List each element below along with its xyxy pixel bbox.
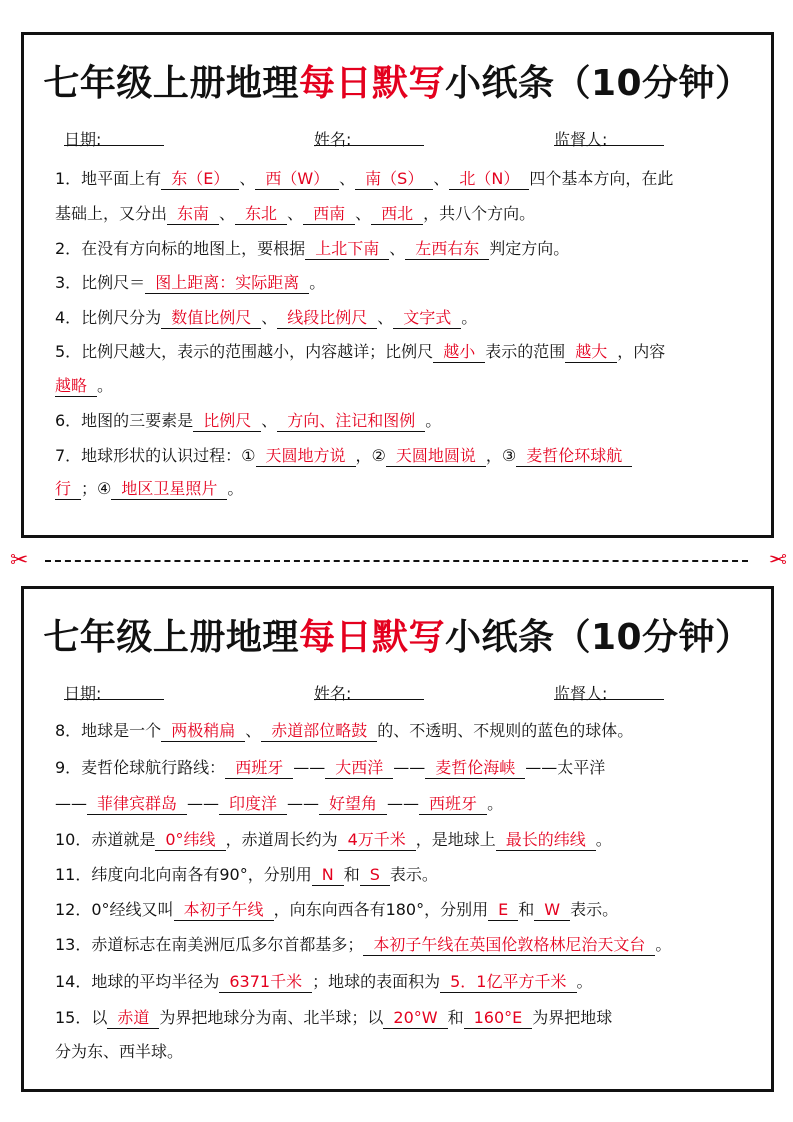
answer-blank: 印度洋	[219, 794, 287, 815]
question-line	[55, 478, 751, 500]
question-text: 和	[343, 865, 360, 884]
answer-blank: 160°E	[464, 1008, 533, 1029]
question-text: 9．麦哲伦球航行路线：	[55, 758, 226, 777]
separator: ——	[293, 758, 326, 777]
question-line	[55, 168, 751, 190]
answer-blank: S	[360, 865, 390, 886]
separator: ——	[393, 758, 426, 777]
question-text: 8．地球是一个	[55, 721, 162, 740]
answer-blank: 越大	[565, 342, 617, 363]
answer-blank: 西班牙	[225, 758, 293, 779]
question-text: 5．比例尺越大，表示的范围越小，内容越详；比例尺	[55, 342, 434, 361]
answer-blank: 天圆地圆说	[386, 446, 486, 467]
question-text: 6．地图的三要素是	[55, 411, 194, 430]
answer-blank: 5．1亿平方千米	[440, 972, 576, 993]
question-text: 11．纬度向北向南各有90°，分别用	[55, 865, 312, 884]
question-text: 10．赤道就是	[55, 830, 156, 849]
worksheet-card-2	[21, 586, 774, 1092]
question-line	[55, 829, 751, 851]
answer-blank: W	[534, 900, 570, 921]
answer-blank: 西班牙	[419, 794, 487, 815]
question-text: ，内容	[617, 342, 666, 361]
title-part: 七年级上册地理	[43, 63, 299, 104]
scissors-icon: ✂	[10, 548, 29, 573]
question-line	[55, 1041, 751, 1063]
separator: 、	[219, 204, 236, 223]
question-text: 。	[576, 972, 593, 991]
worksheet-title	[24, 609, 771, 660]
separator: ，②	[355, 446, 386, 465]
answer-blank: 图上距离：实际距离	[145, 273, 309, 294]
answer-blank: 方向、注记和图例	[277, 411, 425, 432]
answer-blank: 20°W	[383, 1008, 447, 1029]
question-line	[55, 1007, 751, 1029]
question-line	[55, 864, 751, 886]
title-highlight: 每日默写	[298, 617, 445, 658]
question-line	[55, 238, 751, 260]
separator: 、	[377, 308, 394, 327]
separator: ——	[187, 794, 220, 813]
title-highlight: 每日默写	[298, 63, 445, 104]
question-line	[55, 375, 751, 397]
answer-blank: 西南	[303, 204, 355, 225]
question-line	[55, 720, 751, 742]
question-text: ，赤道周长约为	[225, 830, 338, 849]
answer-blank: 行	[55, 479, 81, 500]
separator: 、	[245, 721, 262, 740]
question-text: 。	[487, 794, 504, 813]
question-text: 表示。	[570, 900, 619, 919]
question-text: 7．地球形状的认识过程：①	[55, 446, 256, 465]
question-text: 为界把地球分为南、北半球；以	[159, 1008, 384, 1027]
answer-blank: 好望角	[319, 794, 387, 815]
question-text: 1．地平面上有	[55, 169, 162, 188]
question-text: 3．比例尺＝	[55, 273, 146, 292]
question-text: 四个基本方向，在此	[529, 169, 674, 188]
question-text: 。	[425, 411, 442, 430]
supervisor-label: 监督人:	[554, 130, 608, 149]
question-text: 表示的范围	[485, 342, 566, 361]
question-text: 2．在没有方向标的地图上，要根据	[55, 239, 306, 258]
separator: 、	[261, 411, 278, 430]
question-text: 。	[227, 479, 244, 498]
answer-blank: 4万千米	[338, 830, 416, 851]
answer-blank: 线段比例尺	[277, 308, 377, 329]
separator: 、	[239, 169, 256, 188]
question-text: ——太平洋	[525, 758, 606, 777]
question-text: 的、不透明、不规则的蓝色的球体。	[377, 721, 634, 740]
date-label: 日期:	[64, 684, 102, 703]
supervisor-blank[interactable]	[554, 681, 664, 700]
question-text: 基础上，又分出	[55, 204, 168, 223]
question-text: ；地球的表面积为	[312, 972, 441, 991]
question-text: 13．赤道标志在南美洲厄瓜多尔首都基多；	[55, 935, 364, 954]
answer-blank: 东（E）	[161, 169, 239, 190]
question-text: 。	[655, 935, 672, 954]
worksheet-card-1	[21, 32, 774, 538]
answer-blank: 左西右东	[405, 239, 489, 260]
date-blank[interactable]	[64, 127, 164, 146]
question-line	[55, 934, 751, 956]
question-line	[55, 272, 751, 294]
question-line	[55, 307, 751, 329]
answer-blank: 两极稍扁	[161, 721, 245, 742]
question-text: ，是地球上	[415, 830, 496, 849]
answer-blank: E	[488, 900, 518, 921]
question-line	[55, 341, 751, 363]
name-label: 姓名:	[314, 684, 352, 703]
name-label: 姓名:	[314, 130, 352, 149]
question-line	[55, 899, 751, 921]
separator: ——	[287, 794, 320, 813]
answer-blank: 最长的纬线	[496, 830, 596, 851]
answer-blank: 赤道	[107, 1008, 159, 1029]
separator: 、	[433, 169, 450, 188]
question-text: ，向东向西各有180°，分别用	[273, 900, 489, 919]
question-line	[55, 445, 751, 467]
question-text: 。	[309, 273, 326, 292]
answer-blank: 麦哲伦环球航	[516, 446, 632, 467]
question-text: 。	[595, 830, 612, 849]
separator: ；④	[81, 479, 112, 498]
question-text: 为界把地球	[532, 1008, 613, 1027]
separator: 、	[389, 239, 406, 258]
separator: 、	[355, 204, 372, 223]
title-part: 小纸条（10分钟）	[444, 63, 752, 104]
answer-blank: N	[312, 865, 344, 886]
name-blank[interactable]	[314, 127, 424, 146]
answer-blank: 上北下南	[305, 239, 389, 260]
answer-blank: 北（N）	[449, 169, 529, 190]
answer-blank: 0°纬线	[155, 830, 225, 851]
question-text: 。	[97, 376, 114, 395]
question-text: ，共八个方向。	[423, 204, 536, 223]
answer-blank: 数值比例尺	[161, 308, 261, 329]
name-blank[interactable]	[314, 681, 424, 700]
question-text: 14．地球的平均半径为	[55, 972, 220, 991]
answer-blank: 地区卫星照片	[111, 479, 227, 500]
answer-blank: 本初子午线	[174, 900, 274, 921]
question-line	[55, 793, 751, 815]
separator: ，③	[485, 446, 517, 465]
worksheet-title	[24, 55, 771, 106]
question-line	[55, 757, 751, 779]
answer-blank: 文字式	[393, 308, 461, 329]
answer-blank: 天圆地方说	[256, 446, 356, 467]
scissors-icon: ✂	[768, 548, 787, 573]
title-part: 小纸条（10分钟）	[444, 617, 752, 658]
answer-blank: 麦哲伦海峡	[425, 758, 525, 779]
answer-blank: 比例尺	[193, 411, 261, 432]
question-text: 15．以	[55, 1008, 108, 1027]
separator: 、	[287, 204, 304, 223]
question-text: 表示。	[389, 865, 438, 884]
cut-line	[0, 549, 793, 573]
answer-blank: 6371千米	[219, 972, 312, 993]
answer-blank: 越略	[55, 376, 97, 397]
answer-blank: 南（S）	[355, 169, 433, 190]
date-blank[interactable]	[64, 681, 164, 700]
answer-blank: 东南	[167, 204, 219, 225]
answer-blank: 赤道部位略鼓	[261, 721, 377, 742]
question-text: 和	[518, 900, 535, 919]
dashed-divider	[45, 560, 748, 562]
answer-blank: 本初子午线在英国伦敦格林尼治天文台	[363, 935, 655, 956]
title-part: 七年级上册地理	[43, 617, 299, 658]
separator: ——	[55, 794, 87, 813]
separator: 、	[339, 169, 356, 188]
answer-blank: 东北	[235, 204, 287, 225]
question-text: 。	[461, 308, 478, 327]
question-text: 判定方向。	[489, 239, 570, 258]
question-line	[55, 410, 751, 432]
question-line	[55, 203, 751, 225]
separator: 、	[261, 308, 278, 327]
supervisor-label: 监督人:	[554, 684, 608, 703]
question-text: 和	[447, 1008, 464, 1027]
question-text: 分为东、西半球。	[55, 1042, 184, 1061]
answer-blank: 越小	[433, 342, 485, 363]
answer-blank: 西北	[371, 204, 423, 225]
question-text: 4．比例尺分为	[55, 308, 162, 327]
date-label: 日期:	[64, 130, 102, 149]
supervisor-blank[interactable]	[554, 127, 664, 146]
answer-blank: 西（W）	[255, 169, 339, 190]
separator: ——	[387, 794, 420, 813]
answer-blank: 菲律宾群岛	[87, 794, 187, 815]
question-line	[55, 971, 751, 993]
question-text: 12．0°经线又叫	[55, 900, 174, 919]
answer-blank: 大西洋	[325, 758, 393, 779]
